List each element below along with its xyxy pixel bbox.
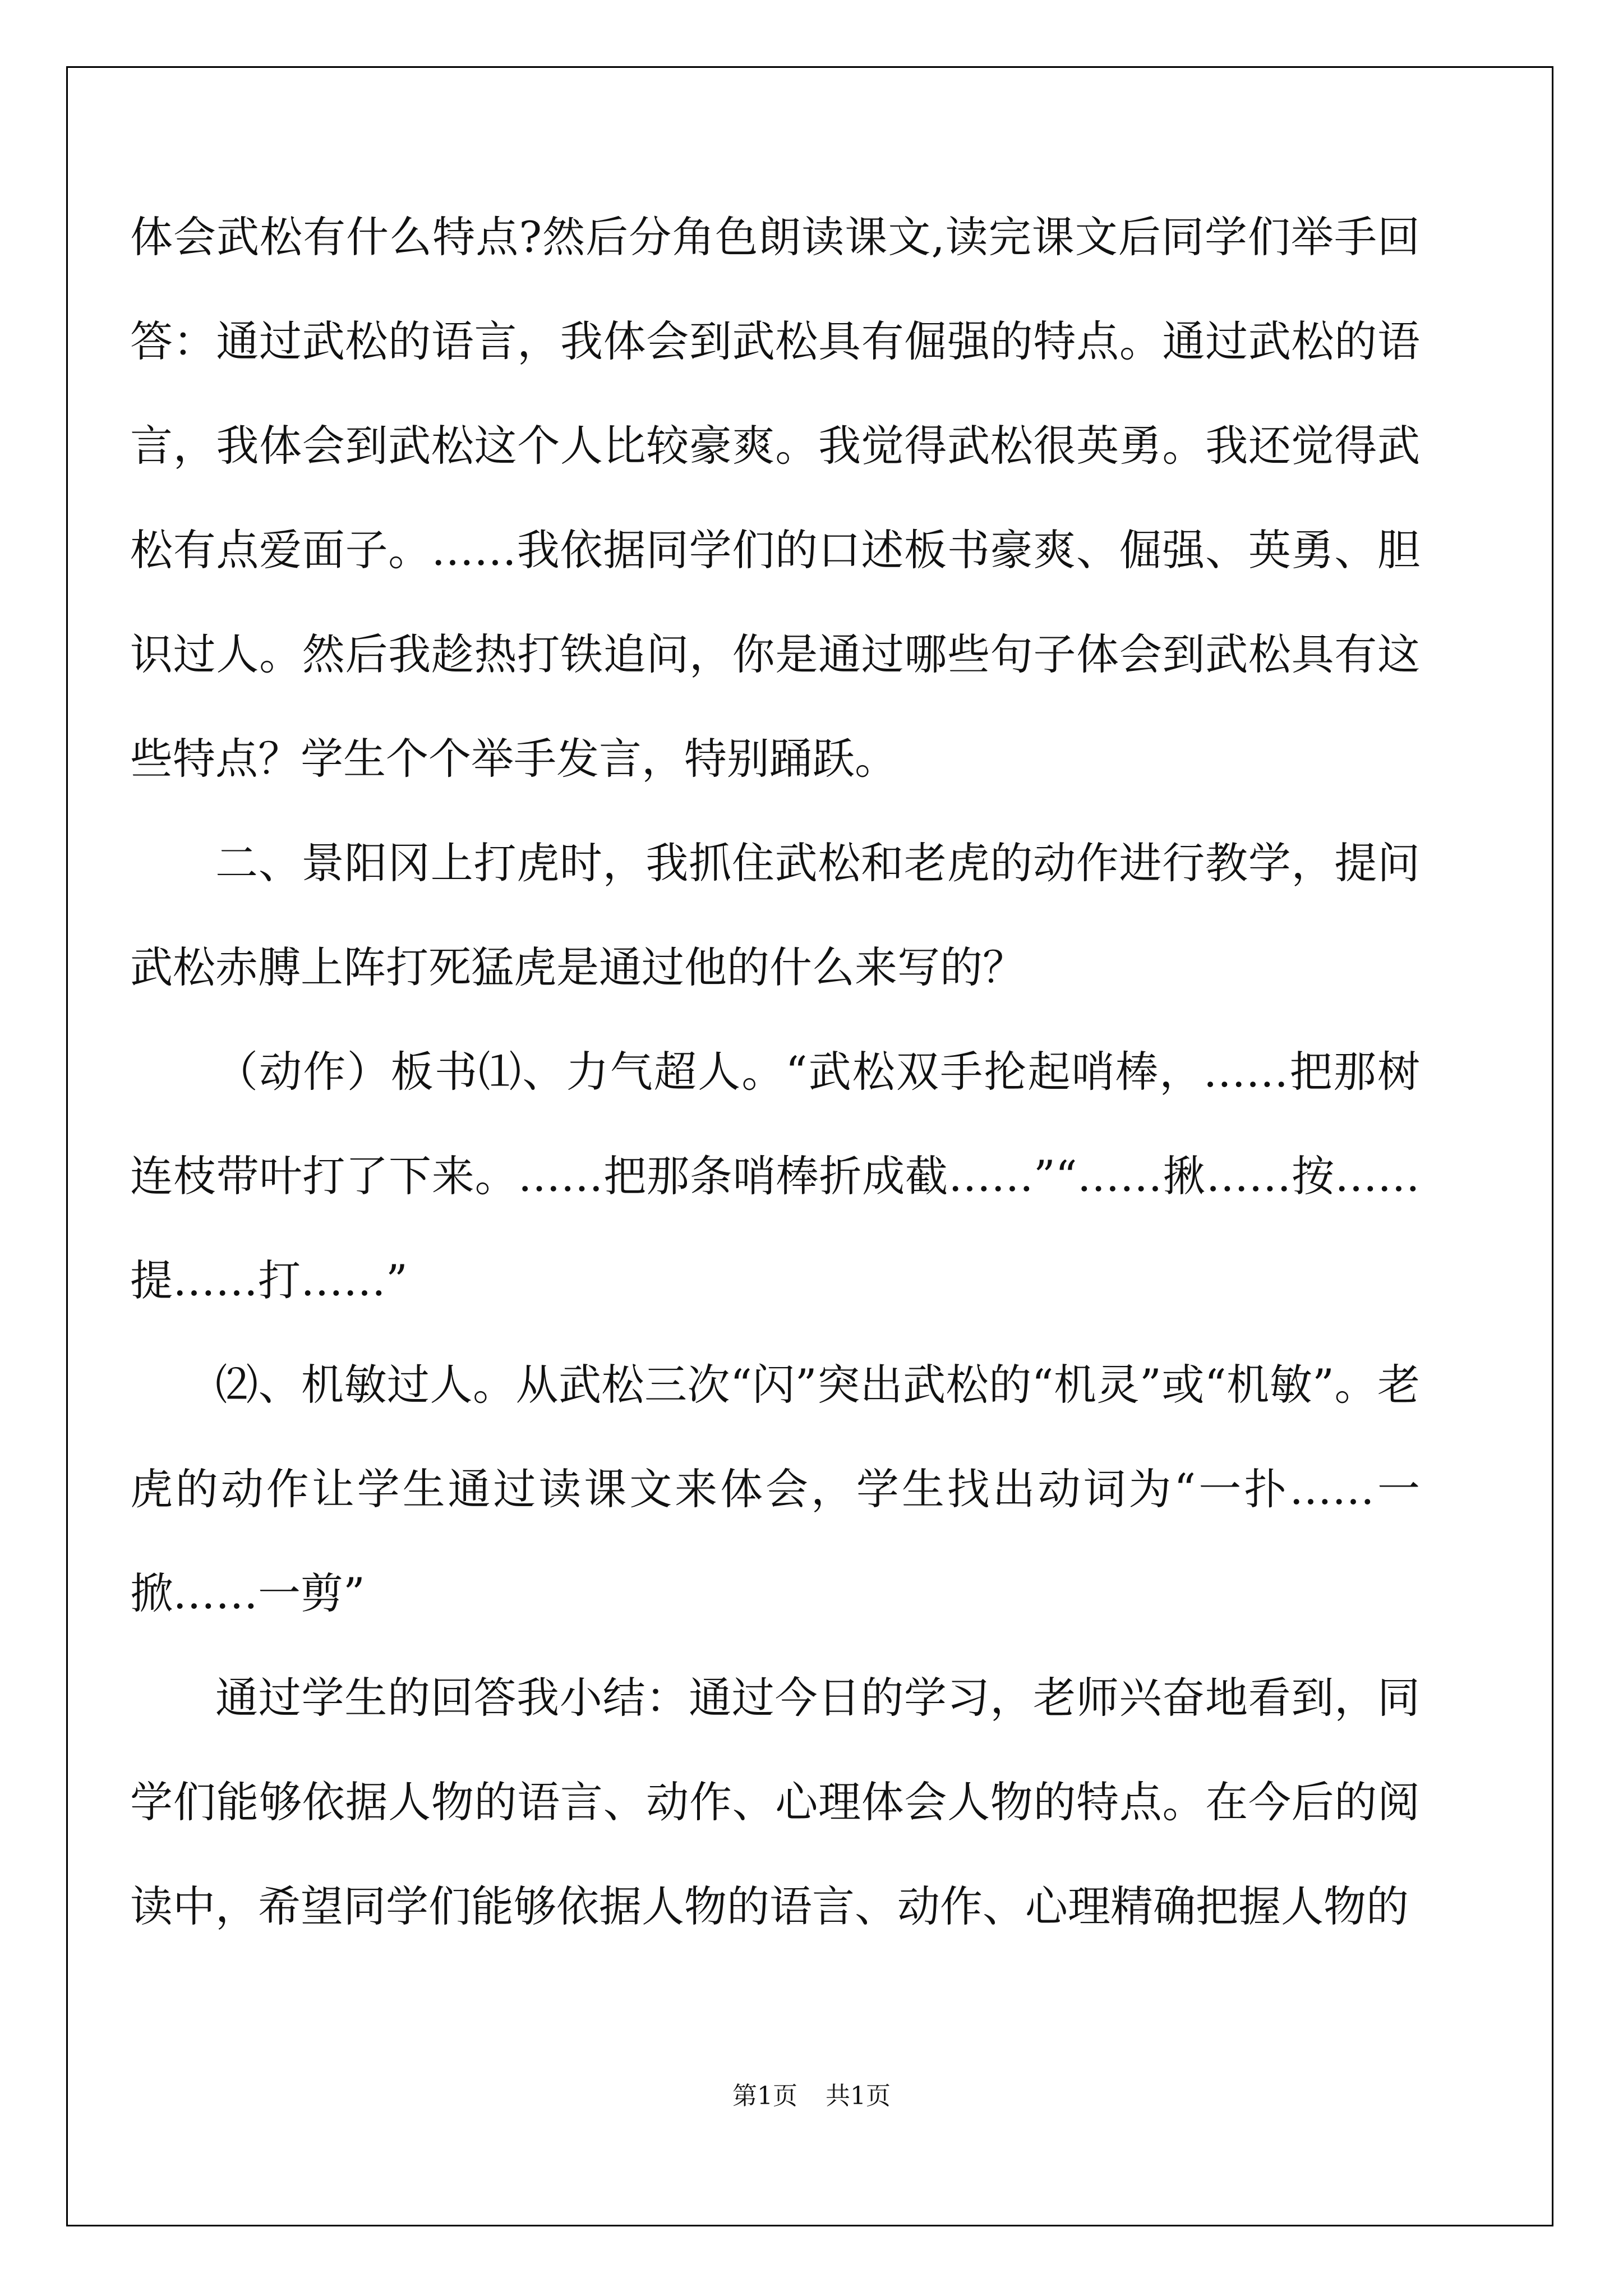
paragraph-2: 二、景阳冈上打虎时，我抓住武松和老虎的动作进行教学，提问武松赤膊上阵打死猛虎是通过他的什么来写的？ — [130, 838, 1420, 992]
page-total: 共1页 — [826, 2082, 891, 2110]
document-body — [130, 185, 1420, 1959]
paragraph-5: 通过学生的回答我小结：通过今日的学习，老师兴奋地看到，同学们能够依据人物的语言、动作、心理体会人物的特点。在今后的阅读中，希望同学们能够依据人物的语言、动作、心理精确把握人物的 — [130, 1673, 1420, 1931]
page-footer — [0, 2076, 1623, 2111]
paragraph-3: （动作）板书⑴、力气超人。“武松双手抡起哨棒，……把那树连枝带叶打了下来。……把那条哨棒折成截……”“……揪……按……提……打……” — [130, 1047, 1420, 1305]
paragraph-1: 体会武松有什么特点?然后分角色朗读课文,读完课文后同学们举手回答：通过武松的语言，我体会到武松具有倔强的特点。通过武松的语言，我体会到武松这个人比较豪爽。我觉得武松很英勇。我还觉得武松有点爱面子。……我依据同学们的口述板书豪爽、倔强、英勇、胆识过人。然后我趁热打铁追问，你是通过哪些句子体会到武松具有这些特点？学生个个举手发言，特别踊跃。 — [130, 212, 1420, 784]
page-number: 第1页 — [732, 2082, 797, 2110]
paragraph-4: ⑵、机敏过人。从武松三次“闪”突出武松的“机灵”或“机敏”。老虎的动作让学生通过读课文来体会，学生找出动词为“一扑……一掀……一剪” — [130, 1360, 1420, 1618]
